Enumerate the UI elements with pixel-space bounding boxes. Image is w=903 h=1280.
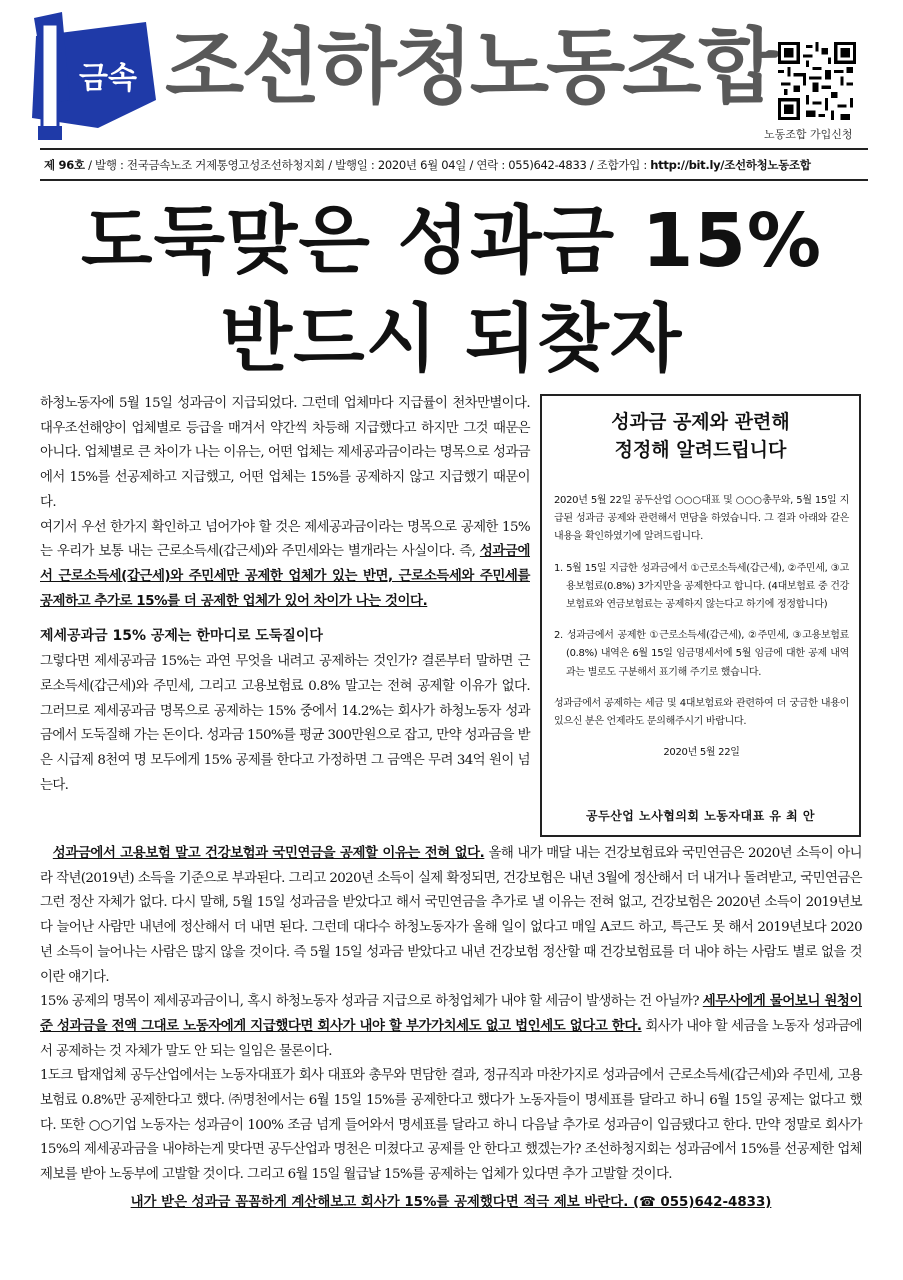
closing-call-to-action xyxy=(40,1192,862,1214)
paragraph-5-text: 15% 공제의 명목이 제세공과금이니, 혹시 하청노동자 성과금 지급으로 하청업체가 내야 할 세금이 발생하는 건 아닐까? xyxy=(40,994,703,1010)
qr-caption: 노동조합 가입신청 xyxy=(764,128,853,141)
masthead xyxy=(0,0,903,150)
article-left-column xyxy=(40,392,530,799)
notice-item-2: 2. 성과금에서 공제한 ①근로소득세(갑근세), ②주민세, ③고용보험료(0.8%) 내역은 6월 15일 임금명세서에 5월 임금에 대한 공제 내역과는 별로도 구분해서 표기해 주기로 했습니다. xyxy=(554,630,849,678)
bottom-rule xyxy=(40,179,868,181)
closing-text: 내가 받은 성과금 꼼꼼하게 계산해보고 회사가 15%를 공제했다면 적극 제보 바란다. (☎ 055)642-4833) xyxy=(130,1194,772,1210)
paragraph-2-text: 여기서 우선 한가지 확인하고 넘어가야 할 것은 제세공과금이라는 명목으로 공제한 15%는 우리가 보통 내는 근로소득세(갑근세)와 주민세와는 별개라는 사실이다. 즉, xyxy=(40,519,530,560)
publication-info xyxy=(44,152,868,178)
union-fist-logo xyxy=(28,8,160,143)
notice-title-line-2: 정정해 알려드립니다 xyxy=(614,439,787,461)
notice-title xyxy=(542,408,859,464)
notice-date: 2020년 5월 22일 xyxy=(663,747,740,759)
logo-text: 금속 xyxy=(79,61,137,96)
paragraph-4-emphasis: 성과금에서 고용보험 말고 건강보험과 국민연금을 공제할 이유는 전혀 없다. xyxy=(52,846,485,861)
article-paragraph-6: 1도크 탑재업체 공두산업에서는 노동자대표가 회사 대표와 총무와 면담한 결과, 정규직과 마찬가지로 성과금에서 근로소득세(갑근세)와 주민세, 고용보험료 0.8%만 공제한다고 했다. ㈜명천에서는 6월 15일 15%를 공제한다고 했다가 노동자들이 명세표를 달라고 하니 6월 15일 공제는 없다고 했다. 또한 ○○기업 노동자는 성과금이 100% 조금 넘게 들어와서 명세표를 달라고 하니 다음날 추가로 성과금이 입금됐다고 한다. 만약 정말로 회사가 15%의 제세공과금을 내야하는게 맞다면 공두산업과 명천은 미쳤다고 공제를 안 한다고 했겠는가? 조선하청지회는 성과금에서 15%를 선공제한 업체 제보를 받아 노동부에 고발할 것이다. 그리고 6월 15일 월급날 15%를 공제하는 업체가 있다면 추가 고발할 것이다. xyxy=(40,1068,862,1183)
article-paragraph-4 xyxy=(40,842,862,990)
join-url[interactable]: http://bit.ly/조선하청노동조합 xyxy=(650,158,811,172)
article-subheading: 제세공과금 15% 공제는 한마디로 도둑질이다 xyxy=(40,628,323,645)
article-paragraph-2 xyxy=(40,516,530,615)
article-paragraph-3: 그렇다면 제세공과금 15%는 과연 무엇을 내려고 공제하는 것인가? 결론부터 말하면 근로소득세(갑근세)와 주민세, 그리고 고용보험료 0.8% 말고는 전혀 공제할 이유가 없다. 그러므로 제세공과금 명목으로 공제하는 15% 중에서 14.2%는 회사가 하청노동자 성과금에서 도둑질해 가는 돈이다. 성과금 150%를 평균 300만원으로 잡고, 만약 성과금을 받은 시급제 8천여 명 모두에게 15% 공제를 한다고 가정하면 그 금액은 무려 34억 원이 넘는다. xyxy=(40,654,530,793)
notice-item-1: 1. 5월 15일 지급한 성과금에서 ①근로소득세(갑근세), ②주민세, ③고용보험료(0.8%) 3가지만을 공제한다고 합니다. (4대보험료 중 건강보험료와 연금보험료는 공제하지 않는다고 하기에 정정합니다) xyxy=(554,562,849,611)
notice-body xyxy=(554,492,849,762)
top-rule xyxy=(40,148,868,150)
paragraph-2-emphasis: 성과금에서 근로소득세(갑근세)와 주민세만 공제한 업체가 있는 반면, 근로소득세와 주민세를 공제하고 추가로 15%를 더 공제한 업체가 있어 차이가 나는 것이다. xyxy=(40,544,530,609)
issue-number: 제 96호 xyxy=(44,158,85,172)
notice-title-line-1: 성과금 공제와 관련해 xyxy=(611,411,790,433)
paragraph-5-emphasis: 세무사에게 물어보니 원청이 준 성과금을 전액 그대로 노동자에게 지급했다면 회사가 내야 할 부가가치세도 없고 법인세도 없다고 한다. xyxy=(40,994,863,1034)
article-full-width xyxy=(40,842,862,1214)
paragraph-5-tail: 회사가 내야 할 세금을 노동자 성과금에서 공제하는 것 자체가 말도 안 되는 일임은 물론이다. xyxy=(40,1018,862,1059)
notice-intro: 2020년 5월 22일 공두산업 ○○○대표 및 ○○○총무와, 5월 15일 지급된 성과금 공제와 관련해서 면담을 하였습니다. 그 결과 아래와 같은 내용을 확인하였기에 알려드립니다. xyxy=(554,495,849,543)
notice-outro: 성과금에서 공제하는 세금 및 4대보험료와 관련하여 더 궁금한 내용이 있으신 분은 언제라도 문의해주시기 바랍니다. xyxy=(554,697,849,728)
headline-line-1: 도둑맞은 성과금 15% xyxy=(80,198,823,284)
union-name: 조선하청노동조합 xyxy=(165,20,775,115)
paragraph-4-text: 올해 내가 매달 내는 건강보험료와 국민연금은 2020년 소득이 아니라 작년(2019년) 소득을 기준으로 부과된다. 그리고 2020년 소득이 실제 확정되면, 건강보험은 내년 3월에 정산해서 더 내거나 돌려받고, 국민연금은 그런 정산 자체가 없다. 다시 말해, 5월 15일 성과금을 받았다고 해서 국민연금을 추가로 낼 이유는 전혀 없고, 건강보험은 2020년 소득이 2019년보다 늘어난 사람만 내년에 정산해서 더 내면 된다. 그런데 대다수 하청노동자가 올해 일이 없다고 매일 A코드 하고, 특근도 못 해서 2019년보다 2020년 소득이 늘어나는 사람은 많지 않을 것이다. 즉 5월 15일 성과금 받았다고 내년 건강보험 정산할 때 건강보험료를 더 내야 하는 사람도 별로 없을 것이란 얘기다. xyxy=(40,846,863,985)
correction-notice-box xyxy=(540,394,861,837)
article-paragraph-5 xyxy=(40,990,862,1064)
article-paragraph-1: 하청노동자에 5월 15일 성과금이 지급되었다. 그런데 업체마다 지급률이 천차만별이다. 대우조선해양이 업체별로 등급을 매겨서 약간씩 차등해 지급했다고 하지만 그것 때문은 아니다. 업체별로 큰 차이가 나는 이유는, 어떤 업체는 제세공과금이라는 명목으로 성과금에서 15%를 선공제하고 지급했고, 어떤 업체는 15%를 공제하지 않고 지급했기 때문이다. xyxy=(40,396,530,510)
headline-line-2: 반드시 되찾자 xyxy=(220,296,683,382)
notice-signature: 공두산업 노사협의회 노동자대표 유 최 안 xyxy=(586,809,815,823)
publication-details: / 발행 : 전국금속노조 거제통영고성조선하청지회 / 발행일 : 2020년 6월 04일 / 연락 : 055)642-4833 / 조합가입 : xyxy=(84,158,651,172)
qr-code[interactable] xyxy=(778,42,856,120)
